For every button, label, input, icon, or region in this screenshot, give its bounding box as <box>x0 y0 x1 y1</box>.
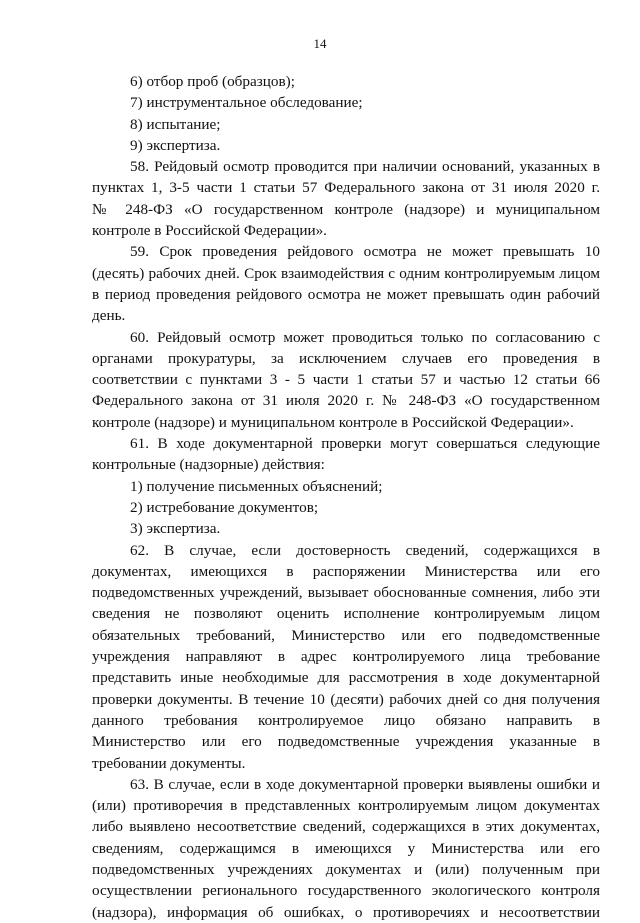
text-line: день. <box>92 307 126 325</box>
text-line: требовании документы. <box>92 754 246 772</box>
text-line: проверки документы. В течение 10 (десяти) рабочих дней со дня получения <box>92 690 600 708</box>
text-line: № 248-ФЗ «О государственном контроле (надзоре) и муниципальном <box>92 200 600 218</box>
text-line: 58. Рейдовый осмотр проводится при наличии оснований, указанных в <box>130 158 600 176</box>
text-line: 62. В случае, если достоверность сведений, содержащихся в <box>130 541 600 559</box>
text-line: представить иные необходимые для рассмотрения в ходе документарной <box>92 669 600 687</box>
text-line: подведомственных учреждений, вызывает обоснованные сомнения, либо эти <box>92 584 600 602</box>
text-line: документах, имеющихся в распоряжении Министерства или его <box>92 562 600 580</box>
text-line: Федерального закона от 31 июля 2020 г. № 248-ФЗ «О государственном <box>92 392 600 410</box>
text-line: (или) противоречия в представленных контролируемым лицом документах <box>92 797 600 815</box>
text-line: обязательных требований, Министерство или его подведомственные <box>92 626 600 644</box>
text-line: 3) экспертиза. <box>130 520 221 538</box>
text-line: 1) получение письменных объяснений; <box>130 477 383 495</box>
document-body <box>92 71 600 923</box>
text-line: контроле в Российской Федерации». <box>92 222 327 240</box>
text-line: органами прокуратуры, за исключением случаев его проведения в <box>92 349 600 367</box>
text-line: пунктах 1, 3-5 части 1 статьи 57 Федерального закона от 31 июля 2020 г. <box>92 179 600 197</box>
text-line: контрольные (надзорные) действия: <box>92 456 325 474</box>
text-line: подведомственных учреждениях документах и (или) полученным при <box>92 860 600 878</box>
text-line: учреждения направляют в адрес контролируемого лица требование <box>92 648 600 666</box>
text-line: 8) испытание; <box>130 115 221 133</box>
text-line: либо выявлено несоответствие сведений, содержащихся в этих документах, <box>92 818 600 836</box>
text-line: (десять) рабочих дней. Срок взаимодействия с одним контролируемым лицом <box>92 264 600 282</box>
text-line: осуществлении регионального государственного экологического контроля <box>92 882 600 900</box>
text-line: 60. Рейдовый осмотр может проводиться только по согласованию с <box>130 328 600 346</box>
text-line: в период проведения рейдового осмотра не может превышать один рабочий <box>92 285 600 303</box>
text-line: 9) экспертиза. <box>130 136 221 154</box>
text-line: 7) инструментальное обследование; <box>130 94 363 112</box>
text-line: сведения не позволяют оценить исполнение контролируемым лицом <box>92 605 600 623</box>
page-number: 14 <box>313 36 327 51</box>
text-line: 6) отбор проб (образцов); <box>130 73 295 90</box>
text-line: (надзора), информация об ошибках, о противоречиях и несоответствии <box>92 903 600 921</box>
text-line: 59. Срок проведения рейдового осмотра не может превышать 10 <box>130 243 600 261</box>
text-line: данного требования контролируемое лицо обязано направить в <box>92 711 600 729</box>
text-line: 2) истребование документов; <box>130 498 319 516</box>
text-line: соответствии с пунктами 3 - 5 части 1 статьи 57 и частью 12 статьи 66 <box>92 371 600 389</box>
text-line: контроле (надзоре) и муниципальном контроле в Российской Федерации». <box>92 413 574 431</box>
text-line: Министерство или его подведомственные учреждения указанные в <box>92 733 600 751</box>
text-line: 63. В случае, если в ходе документарной проверки выявлены ошибки и <box>130 775 600 793</box>
text-line: сведениям, содержащимся в имеющихся у Министерства или его <box>92 839 600 857</box>
text-line: 61. В ходе документарной проверки могут совершаться следующие <box>130 435 600 453</box>
